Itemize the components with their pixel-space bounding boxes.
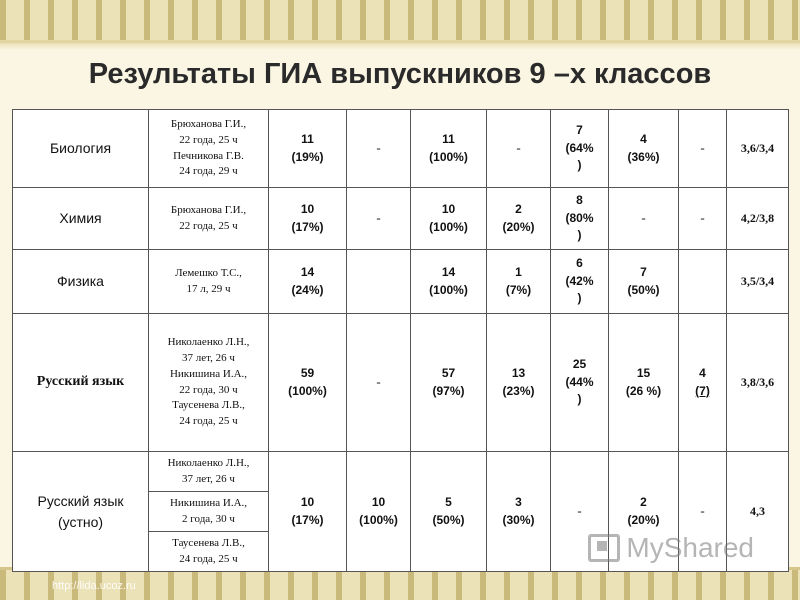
subject-cell: Химия [13,188,149,250]
footer-url: http://lida.ucoz.ru [52,580,136,592]
teacher-line: 37 лет, 26 ч [182,351,235,364]
value-cell: 59 (100%) [269,314,347,452]
value-cell: 2 (20%) [487,188,551,250]
value-cell: 11 (100%) [411,110,487,188]
page-title: Результаты ГИА выпускников 9 –х классов [88,58,712,90]
average-cell: 3,8/3,6 [727,314,789,452]
average-cell: 4,3 [727,452,789,572]
teacher-line: 24 года, 25 ч [179,552,238,565]
teacher-cell [149,452,269,492]
watermark-text: MyShared [626,532,754,563]
teacher-line: 22 года, 25 ч [179,219,238,232]
teacher-line: Лемешко Т.С., [175,266,242,279]
teacher-cell [149,492,269,532]
table-row [13,188,789,250]
value-cell: - [679,110,727,188]
value-cell [347,250,411,314]
average-cell: 3,5/3,4 [727,250,789,314]
teacher-line: 17 л, 29 ч [186,282,231,295]
teacher-line: 37 лет, 26 ч [182,472,235,485]
teacher-cell [149,532,269,572]
teacher-cell [149,188,269,250]
teacher-line: 2 года, 30 ч [182,512,235,525]
teacher-line: Николаенко Л.Н., [167,335,250,348]
value-cell: 6 (42% ) [551,250,609,314]
results-table [12,109,789,572]
value-cell: - [347,110,411,188]
teacher-line: Таусенева Л.В., [172,536,245,549]
subject-cell: Физика [13,250,149,314]
teacher-line: Николаенко Л.Н., [167,456,250,469]
average-cell: 4,2/3,8 [727,188,789,250]
value-cell: - [551,452,609,572]
value-cell: 10 (17%) [269,452,347,572]
teacher-line: Брюханова Г.И., [170,203,247,216]
table-row [13,314,789,452]
teacher-line: Таусенева Л.В., [172,399,245,412]
value-cell: 2 (20%) [609,452,679,572]
value-cell: 11 (19%) [269,110,347,188]
table-row [13,250,789,314]
teacher-line: 24 года, 29 ч [179,165,238,178]
teacher-line: 22 года, 30 ч [179,383,238,396]
teacher-line: Брюханова Г.И., [170,117,247,130]
top-decorative-frame [0,0,800,43]
value-cell: 4 (7) [679,314,727,452]
teacher-cell [149,110,269,188]
watermark [588,532,754,564]
subject-cell: Русский язык [13,314,149,452]
value-cell: 7 (50%) [609,250,679,314]
value-cell: 3 (30%) [487,452,551,572]
value-cell: - [679,188,727,250]
value-cell: - [609,188,679,250]
value-cell: 7 (64% ) [551,110,609,188]
value-cell: 8 (80% ) [551,188,609,250]
value-cell: 5 (50%) [411,452,487,572]
value-cell: 14 (24%) [269,250,347,314]
value-cell: - [487,110,551,188]
presentation-icon [588,534,620,562]
subject-cell: Русский язык (устно) [13,452,149,572]
teacher-cell [149,314,269,452]
table-row [13,110,789,188]
value-cell: 1 (7%) [487,250,551,314]
value-cell: 57 (97%) [411,314,487,452]
teacher-line: 24 года, 25 ч [179,415,238,428]
value-cell: 10 (100%) [347,452,411,572]
value-cell: - [347,314,411,452]
average-cell: 3,6/3,4 [727,110,789,188]
table-row [13,452,789,492]
teacher-cell [149,250,269,314]
value-cell: - [347,188,411,250]
value-cell [679,250,727,314]
teacher-line: Печникова Г.В. [173,149,244,162]
value-cell: 14 (100%) [411,250,487,314]
teacher-line: 22 года, 25 ч [179,133,238,146]
value-cell: 10 (100%) [411,188,487,250]
value-cell: 25 (44% ) [551,314,609,452]
value-cell: 4 (36%) [609,110,679,188]
value-cell: - [679,452,727,572]
value-cell: 13 (23%) [487,314,551,452]
value-cell: 10 (17%) [269,188,347,250]
teacher-line: Никишина И.А., [169,496,248,509]
value-cell: 15 (26 %) [609,314,679,452]
subject-cell: Биология [13,110,149,188]
teacher-line: Никишина И.А., [169,367,248,380]
